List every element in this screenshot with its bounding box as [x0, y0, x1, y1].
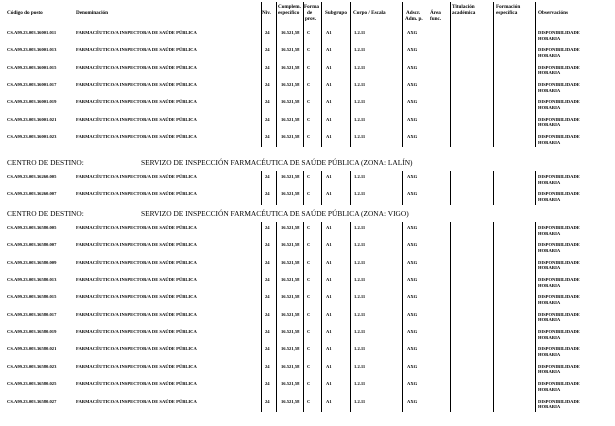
cell-observacions: DISPONIBILIDADE HORARIA — [538, 277, 580, 288]
cell-corpo: 1.2.11 — [354, 346, 366, 352]
cell-adscr: AXG — [407, 259, 418, 265]
cell-complemento: 16.521,58 — [281, 363, 300, 369]
table-row — [0, 239, 615, 256]
cell-corpo: 1.2.11 — [354, 191, 366, 197]
cell-forma: C — [307, 99, 311, 105]
column-rule — [450, 222, 451, 412]
cell-adscr: AXG — [407, 116, 418, 122]
cell-forma: C — [307, 47, 311, 53]
centro-label: CENTRO DE DESTINO: — [7, 158, 84, 167]
cell-subgrupo: A1 — [326, 47, 332, 53]
cell-adscr: AXG — [407, 64, 418, 70]
cell-adscr: AXG — [407, 346, 418, 352]
cell-codigo: CS.A99.23.003.36580.019 — [7, 329, 57, 335]
centro-name: SERVIZO DE INSPECCIÓN FARMACÉUTICA DE SAÚDE PÚBLICA (ZONA: VIGO) — [141, 209, 409, 218]
cell-subgrupo: A1 — [326, 259, 332, 265]
cell-denominacion: FARMACÉUTICO/A INSPECTOR/A DE SAÚDE PÚBLICA — [76, 64, 197, 70]
table-row — [0, 62, 615, 79]
cell-codigo: CS.A99.23.003.36001.021 — [7, 116, 57, 122]
cell-codigo: CS.A99.23.003.36580.015 — [7, 294, 57, 300]
table-row — [0, 326, 615, 343]
cell-subgrupo: A1 — [326, 311, 332, 317]
cell-niv: 24 — [265, 363, 270, 369]
cell-forma: C — [307, 225, 311, 230]
cell-subgrupo: A1 — [326, 277, 332, 283]
cell-observacions: DISPONIBILIDADE HORARIA — [538, 381, 580, 392]
cell-niv: 24 — [265, 381, 270, 387]
cell-observacions: DISPONIBILIDADE HORARIA — [538, 363, 580, 375]
cell-corpo: 1.2.11 — [354, 277, 366, 283]
column-rule — [493, 2, 494, 147]
cell-complemento: 16.521,58 — [281, 346, 300, 352]
header-formacion-1: Formación — [496, 4, 521, 10]
cell-niv: 24 — [265, 174, 270, 179]
cell-observacions: DISPONIBILIDADE HORARIA — [538, 47, 580, 58]
cell-observacions: DISPONIBILIDADE HORARIA — [538, 294, 580, 305]
cell-corpo: 1.2.11 — [354, 259, 366, 265]
column-rule — [276, 2, 277, 147]
cell-niv: 24 — [265, 47, 270, 53]
cell-complemento: 16.521,58 — [281, 311, 300, 317]
cell-forma: C — [307, 30, 311, 35]
cell-corpo: 1.2.11 — [354, 134, 366, 140]
cell-observacions: DISPONIBILIDADE HORARIA — [538, 191, 580, 202]
header-forma-1: Forma — [304, 4, 319, 10]
header-niv: Niv. — [262, 10, 271, 16]
cell-observacions: DISPONIBILIDADE HORARIA — [538, 225, 580, 236]
cell-adscr: AXG — [407, 174, 418, 179]
cell-forma: C — [307, 294, 311, 300]
cell-subgrupo: A1 — [326, 294, 332, 300]
header-denominacion: Denominación — [76, 10, 108, 16]
table-row — [0, 222, 615, 239]
cell-complemento: 16.521,58 — [281, 82, 300, 88]
cell-corpo: 1.2.11 — [354, 47, 366, 53]
cell-niv: 24 — [265, 82, 270, 88]
header-subgrupo: Subgrupo — [325, 10, 347, 16]
cell-corpo: 1.2.11 — [354, 82, 366, 88]
cell-forma: C — [307, 277, 311, 283]
cell-niv: 24 — [265, 277, 270, 283]
cell-observacions: DISPONIBILIDADE HORARIA — [538, 329, 580, 340]
cell-codigo: CS.A99.23.003.36001.011 — [7, 30, 57, 35]
cell-forma: C — [307, 398, 311, 404]
cell-subgrupo: A1 — [326, 30, 332, 35]
cell-adscr: AXG — [407, 277, 418, 283]
column-rule — [321, 171, 322, 205]
cell-denominacion: FARMACÉUTICO/A INSPECTOR/A DE SAÚDE PÚBLICA — [76, 82, 197, 88]
header-complemento-1: Complem. — [278, 4, 301, 10]
cell-denominacion: FARMACÉUTICO/A INSPECTOR/A DE SAÚDE PÚBLICA — [76, 259, 197, 265]
column-rule — [261, 222, 262, 412]
column-rule — [276, 222, 277, 412]
cell-complemento: 16.521,58 — [281, 277, 300, 283]
cell-complemento: 16.521,58 — [281, 398, 300, 404]
cell-denominacion: FARMACÉUTICO/A INSPECTOR/A DE SAÚDE PÚBLICA — [76, 116, 197, 122]
cell-codigo: CS.A99.23.003.36001.023 — [7, 134, 57, 140]
cell-denominacion: FARMACÉUTICO/A INSPECTOR/A DE SAÚDE PÚBLICA — [76, 329, 197, 335]
cell-subgrupo: A1 — [326, 99, 332, 105]
centro-label: CENTRO DE DESTINO: — [7, 209, 84, 218]
header-titulacion-1: Titulación — [452, 4, 475, 10]
cell-corpo: 1.2.11 — [354, 99, 366, 105]
header-adscr-1: Adscr. — [406, 10, 421, 16]
cell-codigo: CS.A99.23.003.36260.007 — [7, 191, 57, 197]
cell-codigo: CS.A99.23.003.36001.015 — [7, 64, 57, 70]
cell-complemento: 16.521,58 — [281, 99, 300, 105]
cell-denominacion: FARMACÉUTICO/A INSPECTOR/A DE SAÚDE PÚBLICA — [76, 191, 197, 197]
cell-complemento: 16.521,58 — [281, 47, 300, 53]
cell-codigo: CS.A99.23.003.36580.023 — [7, 363, 57, 369]
cell-complemento: 16.521,58 — [281, 116, 300, 122]
cell-complemento: 16.521,58 — [281, 381, 300, 387]
cell-subgrupo: A1 — [326, 191, 332, 197]
cell-adscr: AXG — [407, 398, 418, 404]
cell-corpo: 1.2.11 — [354, 381, 366, 387]
column-rule — [350, 2, 351, 147]
centro-name: SERVIZO DE INSPECCIÓN FARMACÉUTICA DE SAÚDE PÚBLICA (ZONA: LALÍN) — [141, 158, 413, 167]
column-rule — [321, 2, 322, 147]
cell-corpo: 1.2.11 — [354, 329, 366, 335]
cell-subgrupo: A1 — [326, 363, 332, 369]
cell-denominacion: FARMACÉUTICO/A INSPECTOR/A DE SAÚDE PÚBLICA — [76, 99, 197, 105]
cell-adscr: AXG — [407, 242, 418, 248]
cell-denominacion: FARMACÉUTICO/A INSPECTOR/A DE SAÚDE PÚBLICA — [76, 294, 197, 300]
cell-denominacion: FARMACÉUTICO/A INSPECTOR/A DE SAÚDE PÚBLICA — [76, 225, 197, 230]
column-rule — [493, 222, 494, 412]
cell-forma: C — [307, 381, 311, 387]
column-rule — [303, 222, 304, 412]
column-rule — [535, 171, 536, 205]
table-row — [0, 274, 615, 291]
table-row — [0, 291, 615, 308]
cell-observacions: DISPONIBILIDADE HORARIA — [538, 259, 580, 271]
cell-adscr: AXG — [407, 294, 418, 300]
header-forma-3: prov. — [305, 16, 317, 22]
cell-adscr: AXG — [407, 191, 418, 197]
cell-denominacion: FARMACÉUTICO/A INSPECTOR/A DE SAÚDE PÚBLICA — [76, 30, 197, 35]
cell-observacions: DISPONIBILIDADE HORARIA — [538, 116, 580, 128]
cell-forma: C — [307, 174, 311, 179]
cell-denominacion: FARMACÉUTICO/A INSPECTOR/A DE SAÚDE PÚBLICA — [76, 398, 197, 404]
cell-adscr: AXG — [407, 311, 418, 317]
cell-complemento: 16.521,58 — [281, 225, 300, 230]
cell-observacions: DISPONIBILIDADE HORARIA — [538, 82, 580, 93]
cell-niv: 24 — [265, 134, 270, 140]
cell-observacions: DISPONIBILIDADE HORARIA — [538, 30, 580, 41]
cell-observacions: DISPONIBILIDADE HORARIA — [538, 398, 580, 410]
cell-corpo: 1.2.11 — [354, 64, 366, 70]
table-row — [0, 114, 615, 131]
cell-subgrupo: A1 — [326, 346, 332, 352]
cell-codigo: CS.A99.23.003.36580.013 — [7, 277, 57, 283]
cell-niv: 24 — [265, 64, 270, 70]
cell-codigo: CS.A99.23.003.36580.027 — [7, 398, 57, 404]
cell-complemento: 16.521,58 — [281, 242, 300, 248]
table-row — [0, 131, 615, 148]
table-row — [0, 343, 615, 360]
table-row — [0, 378, 615, 395]
column-rule — [535, 222, 536, 412]
cell-niv: 24 — [265, 346, 270, 352]
cell-forma: C — [307, 311, 311, 317]
cell-corpo: 1.2.11 — [354, 30, 366, 35]
cell-denominacion: FARMACÉUTICO/A INSPECTOR/A DE SAÚDE PÚBLICA — [76, 277, 197, 283]
column-rule — [402, 222, 403, 412]
column-rule — [261, 2, 262, 147]
table-row — [0, 309, 615, 326]
column-rule — [402, 2, 403, 147]
header-adscr-2: Adm. p. — [405, 16, 423, 22]
cell-observacions: DISPONIBILIDADE HORARIA — [538, 134, 580, 145]
cell-complemento: 16.521,58 — [281, 134, 300, 140]
cell-denominacion: FARMACÉUTICO/A INSPECTOR/A DE SAÚDE PÚBLICA — [76, 346, 197, 352]
cell-adscr: AXG — [407, 381, 418, 387]
column-rule — [350, 222, 351, 412]
column-rule — [321, 222, 322, 412]
cell-adscr: AXG — [407, 99, 418, 105]
cell-corpo: 1.2.11 — [354, 174, 366, 179]
header-corpo: Corpo / Escala — [353, 10, 386, 16]
header-observacions: Observacións — [538, 10, 568, 16]
cell-forma: C — [307, 116, 311, 122]
cell-corpo: 1.2.11 — [354, 294, 366, 300]
cell-corpo: 1.2.11 — [354, 398, 366, 404]
cell-corpo: 1.2.11 — [354, 363, 366, 369]
header-complemento-2: específico — [278, 10, 300, 16]
cell-forma: C — [307, 329, 311, 335]
cell-niv: 24 — [265, 329, 270, 335]
cell-corpo: 1.2.11 — [354, 116, 366, 122]
cell-observacions: DISPONIBILIDADE HORARIA — [538, 311, 580, 323]
header-codigo: Código do posto — [7, 10, 43, 16]
table-row — [0, 44, 615, 61]
cell-adscr: AXG — [407, 363, 418, 369]
cell-niv: 24 — [265, 30, 270, 35]
column-rule — [450, 171, 451, 205]
cell-subgrupo: A1 — [326, 82, 332, 88]
cell-denominacion: FARMACÉUTICO/A INSPECTOR/A DE SAÚDE PÚBLICA — [76, 311, 197, 317]
column-rule — [450, 2, 451, 147]
cell-adscr: AXG — [407, 329, 418, 335]
cell-codigo: CS.A99.23.003.36001.013 — [7, 47, 57, 53]
cell-niv: 24 — [265, 398, 270, 404]
table-row — [0, 27, 615, 44]
cell-codigo: CS.A99.23.003.36580.021 — [7, 346, 57, 352]
cell-observacions: DISPONIBILIDADE HORARIA — [538, 346, 580, 358]
cell-codigo: CS.A99.23.003.36580.025 — [7, 381, 57, 387]
cell-niv: 24 — [265, 294, 270, 300]
cell-corpo: 1.2.11 — [354, 225, 366, 230]
cell-observacions: DISPONIBILIDADE HORARIA — [538, 242, 580, 253]
cell-subgrupo: A1 — [326, 134, 332, 140]
cell-complemento: 16.521,58 — [281, 174, 300, 179]
cell-observacions: DISPONIBILIDADE HORARIA — [538, 64, 580, 76]
cell-denominacion: FARMACÉUTICO/A INSPECTOR/A DE SAÚDE PÚBLICA — [76, 134, 197, 140]
table-row — [0, 96, 615, 113]
cell-forma: C — [307, 82, 311, 88]
cell-niv: 24 — [265, 191, 270, 197]
cell-complemento: 16.521,58 — [281, 64, 300, 70]
header-area-2: func. — [430, 16, 442, 22]
header-forma-2: de — [307, 10, 313, 16]
cell-adscr: AXG — [407, 225, 418, 230]
cell-forma: C — [307, 259, 311, 265]
cell-niv: 24 — [265, 242, 270, 248]
table-row — [0, 396, 615, 413]
cell-niv: 24 — [265, 311, 270, 317]
cell-subgrupo: A1 — [326, 242, 332, 248]
cell-codigo: CS.A99.23.003.36580.005 — [7, 225, 57, 230]
cell-niv: 24 — [265, 116, 270, 122]
cell-subgrupo: A1 — [326, 64, 332, 70]
column-rule — [303, 171, 304, 205]
cell-forma: C — [307, 191, 311, 197]
cell-complemento: 16.521,58 — [281, 30, 300, 35]
cell-codigo: CS.A99.23.003.36580.017 — [7, 311, 57, 317]
cell-denominacion: FARMACÉUTICO/A INSPECTOR/A DE SAÚDE PÚBLICA — [76, 242, 197, 248]
cell-corpo: 1.2.11 — [354, 242, 366, 248]
cell-subgrupo: A1 — [326, 174, 332, 179]
table-row — [0, 361, 615, 378]
cell-complemento: 16.521,58 — [281, 294, 300, 300]
cell-codigo: CS.A99.23.003.36580.007 — [7, 242, 57, 248]
table-row — [0, 257, 615, 274]
cell-denominacion: FARMACÉUTICO/A INSPECTOR/A DE SAÚDE PÚBLICA — [76, 47, 197, 53]
cell-subgrupo: A1 — [326, 398, 332, 404]
cell-codigo: CS.A99.23.003.36580.009 — [7, 259, 57, 265]
cell-niv: 24 — [265, 99, 270, 105]
cell-subgrupo: A1 — [326, 329, 332, 335]
cell-complemento: 16.521,58 — [281, 191, 300, 197]
cell-denominacion: FARMACÉUTICO/A INSPECTOR/A DE SAÚDE PÚBLICA — [76, 174, 197, 179]
cell-codigo: CS.A99.23.003.36260.005 — [7, 174, 57, 179]
cell-complemento: 16.521,58 — [281, 329, 300, 335]
cell-forma: C — [307, 363, 311, 369]
cell-niv: 24 — [265, 225, 270, 230]
cell-complemento: 16.521,58 — [281, 259, 300, 265]
cell-codigo: CS.A99.23.003.36001.019 — [7, 99, 57, 105]
table-row — [0, 188, 615, 205]
column-rule — [303, 2, 304, 147]
column-rule — [276, 171, 277, 205]
cell-subgrupo: A1 — [326, 225, 332, 230]
cell-forma: C — [307, 346, 311, 352]
cell-corpo: 1.2.11 — [354, 311, 366, 317]
column-rule — [261, 171, 262, 205]
column-rule — [350, 171, 351, 205]
table-row — [0, 79, 615, 96]
cell-codigo: CS.A99.23.003.36001.017 — [7, 82, 57, 88]
cell-denominacion: FARMACÉUTICO/A INSPECTOR/A DE SAÚDE PÚBLICA — [76, 381, 197, 387]
cell-forma: C — [307, 134, 311, 140]
table-row — [0, 171, 615, 188]
cell-adscr: AXG — [407, 134, 418, 140]
cell-forma: C — [307, 242, 311, 248]
cell-forma: C — [307, 64, 311, 70]
column-rule — [535, 2, 536, 147]
column-rule — [402, 171, 403, 205]
column-rule — [493, 171, 494, 205]
cell-adscr: AXG — [407, 82, 418, 88]
header-formacion-2: específica — [496, 10, 518, 16]
cell-subgrupo: A1 — [326, 381, 332, 387]
cell-observacions: DISPONIBILIDADE HORARIA — [538, 174, 580, 185]
cell-denominacion: FARMACÉUTICO/A INSPECTOR/A DE SAÚDE PÚBLICA — [76, 363, 197, 369]
header-area-1: Área — [430, 10, 441, 16]
cell-adscr: AXG — [407, 30, 418, 35]
cell-observacions: DISPONIBILIDADE HORARIA — [538, 99, 580, 110]
header-titulacion-2: académica — [452, 10, 476, 16]
cell-subgrupo: A1 — [326, 116, 332, 122]
cell-niv: 24 — [265, 259, 270, 265]
cell-adscr: AXG — [407, 47, 418, 53]
